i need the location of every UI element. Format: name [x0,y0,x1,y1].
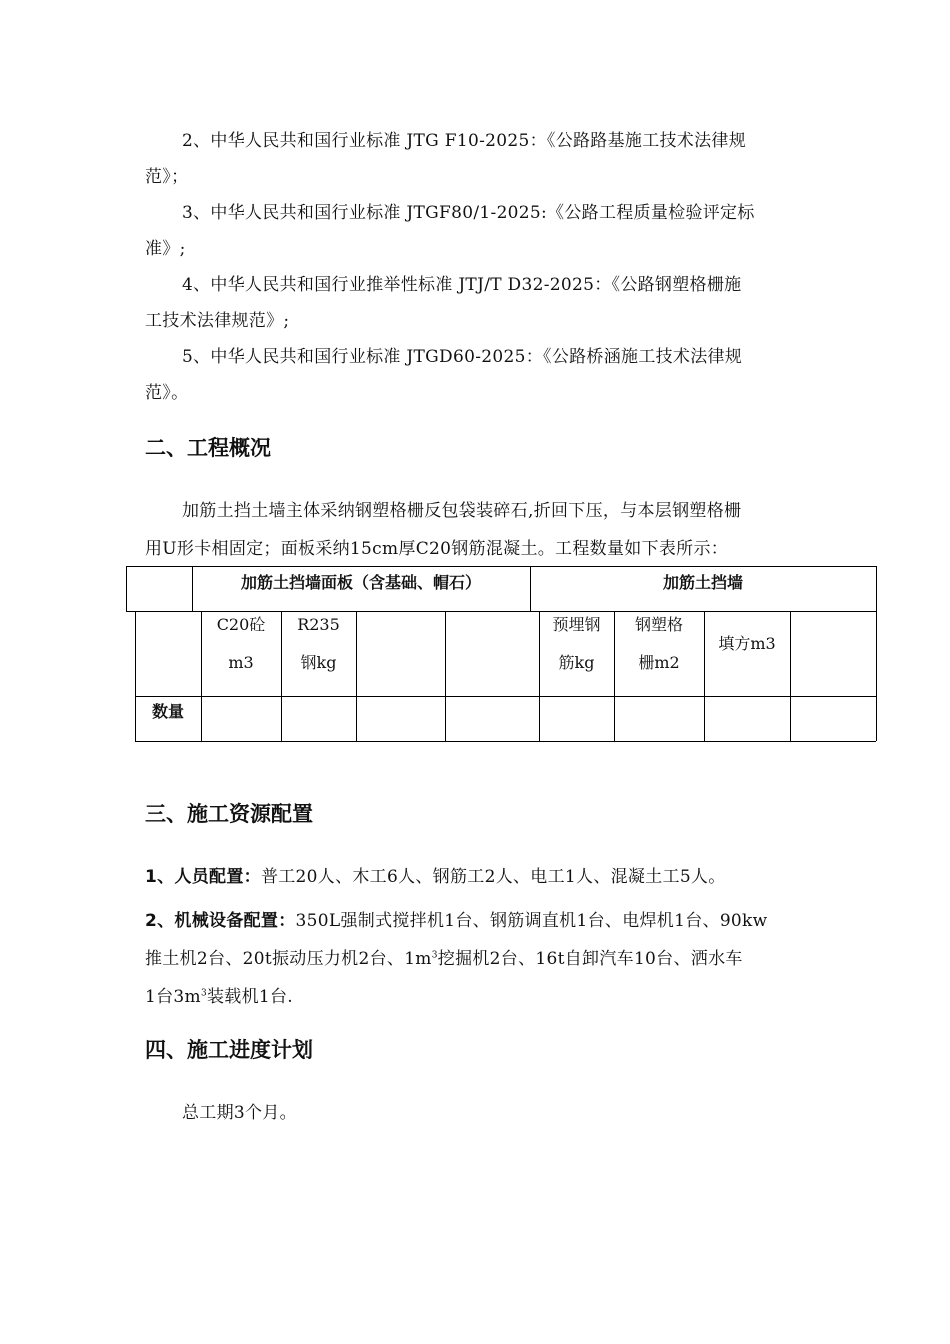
table-col-header: 填方m3 [718,634,776,653]
table-col-header: 栅m2 [638,653,680,672]
table-group-header-wall: 加筋土挡墙 [662,573,743,592]
reference-2-line2: 范》； [145,167,189,187]
reference-4-line1: 4、中华人民共和国行业推举性标准 JTJ/T D32-2025：《公路钢塑格栅施 [182,275,742,295]
reference-5-line1: 5、中华人民共和国行业标准 JTGD60-2025：《公路桥涵施工技术法律规 [182,347,743,367]
staffing-label: 1、人员配置： [145,867,261,887]
table-col-header: m3 [228,653,254,672]
table-border [790,611,791,741]
staffing-text: 普工20人、木工6人、钢筋工2人、电工1人、混凝土工5人。 [260,867,726,887]
table-border [135,741,876,742]
table-border [135,696,876,697]
table-col-header: R235 [297,615,340,634]
superscript: 3 [431,950,438,961]
table-border [445,611,446,741]
equipment-text-part: 推土机2台、20t振动压力机2台、1m [145,949,432,969]
table-col-header: 钢kg [300,653,337,672]
section-2-paragraph-line1: 加筋土挡土墙主体采纳钢塑格栅反包袋装碎石,折回下压，与本层钢塑格栅 [182,501,742,521]
table-border [876,566,877,611]
reference-4-line2: 工技术法律规范》; [145,311,290,331]
equipment-text: 350L强制式搅拌机1台、钢筋调直机1台、电焊机1台、90kw [295,911,768,931]
reference-3-line1: 3、中华人民共和国行业标准 JTGF80/1-2025:《公路工程质量检验评定标 [182,203,755,223]
table-group-header-panel: 加筋土挡墙面板（含基础、帽石） [240,573,481,592]
section-2-title: 二、工程概况 [145,436,271,460]
equipment-label: 2、机械设备配置： [145,911,296,931]
reference-2-line1: 2、中华人民共和国行业标准 JTG F10-2025：《公路路基施工技术法律规 [182,131,746,151]
equipment-text-part: 挖掘机2台、16t自卸汽车10台、洒水车 [437,949,743,969]
table-border [126,566,127,611]
table-border [356,611,357,741]
table-row-label: 数量 [151,702,184,721]
section-3-title: 三、施工资源配置 [145,802,313,826]
table-col-header: C20砼 [216,615,266,634]
reference-5-line2: 范》。 [145,383,189,403]
equipment-text-part: 装载机1台. [206,987,294,1007]
table-border [876,611,877,741]
staffing-item [145,862,726,887]
table-col-header: 钢塑格 [634,615,683,634]
equipment-text-part: 1台3m [145,987,201,1007]
superscript: 3 [200,988,207,999]
table-col-header: 筋kg [558,653,595,672]
section-2-paragraph-line2: 用U形卡相固定；面板采纳15cm厚C20钢筋混凝土。工程数量如下表所示： [145,539,729,559]
equipment-item-line1 [145,906,768,931]
equipment-item-line2 [145,944,743,969]
table-col-header: 预埋钢 [552,615,601,634]
section-4-title: 四、施工进度计划 [145,1038,313,1062]
section-4-paragraph: 总工期3个月。 [182,1103,297,1123]
reference-3-line2: 准》; [145,239,186,259]
equipment-item-line3 [145,982,293,1007]
table-border [126,566,876,567]
